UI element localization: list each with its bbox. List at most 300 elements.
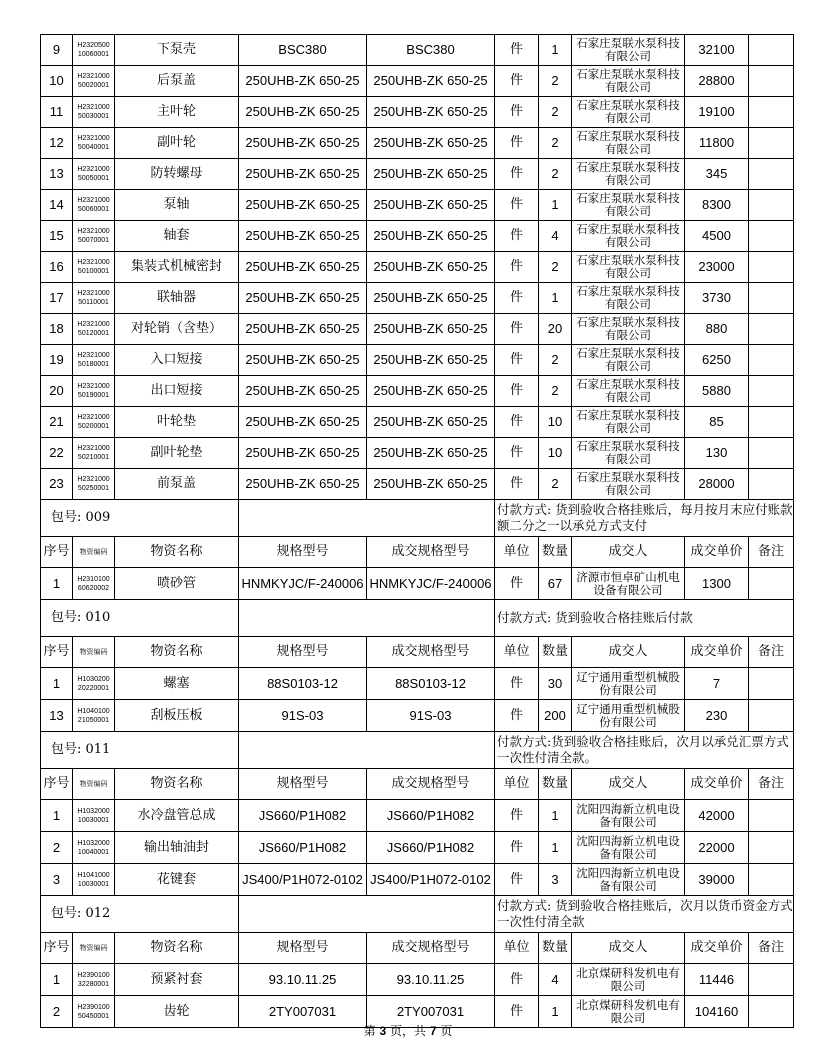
table-row	[41, 864, 794, 896]
row-seq: 21	[41, 407, 73, 438]
row-material-name: 喷砂管	[115, 568, 239, 600]
header-spec: 规格型号	[239, 769, 367, 800]
row-material-code: H2390100 32280001	[73, 964, 115, 996]
row-price: 5880	[685, 376, 749, 407]
row-material-name: 联轴器	[115, 283, 239, 314]
row-supplier: 辽宁通用重型机械股份有限公司	[572, 668, 685, 700]
row-deal-spec: 250UHB-ZK 650-25	[367, 314, 495, 345]
row-unit: 件	[495, 376, 539, 407]
package-blank	[239, 732, 495, 769]
row-supplier: 北京煤研科发机电有限公司	[572, 964, 685, 996]
row-price: 104160	[685, 996, 749, 1028]
procurement-result-sheet	[40, 34, 793, 1028]
payment-terms: 付款方式: 货到验收合格挂账后付款	[495, 600, 794, 637]
row-material-code: H1032000 10030001	[73, 800, 115, 832]
payment-terms: 付款方式: 货到验收合格挂账后，每月按月末应付账款额二分之一以承兑方式支付	[495, 500, 794, 537]
row-unit: 件	[495, 864, 539, 896]
row-spec: 88S0103-12	[239, 668, 367, 700]
row-unit: 件	[495, 345, 539, 376]
row-price: 85	[685, 407, 749, 438]
row-seq: 13	[41, 159, 73, 190]
header-spec: 规格型号	[239, 637, 367, 668]
header-spec: 规格型号	[239, 537, 367, 568]
header-qty: 数量	[539, 637, 572, 668]
row-remark	[749, 66, 794, 97]
header-unit: 单位	[495, 769, 539, 800]
table-row	[41, 438, 794, 469]
footer-prefix: 第	[363, 1024, 380, 1038]
header-price: 成交单价	[685, 933, 749, 964]
header-seq: 序号	[41, 637, 73, 668]
row-material-code: H2321000 50020001	[73, 66, 115, 97]
row-material-name: 对轮销（含垫）	[115, 314, 239, 345]
row-price: 11446	[685, 964, 749, 996]
table-row	[41, 283, 794, 314]
row-seq: 3	[41, 864, 73, 896]
row-material-name: 下泵壳	[115, 35, 239, 66]
row-qty: 1	[539, 190, 572, 221]
row-spec: 250UHB-ZK 650-25	[239, 221, 367, 252]
row-material-name: 主叶轮	[115, 97, 239, 128]
row-deal-spec: 250UHB-ZK 650-25	[367, 221, 495, 252]
header-row	[41, 537, 794, 568]
row-material-code: H2321000 50070001	[73, 221, 115, 252]
row-material-code: H2321000 50120001	[73, 314, 115, 345]
row-remark	[749, 964, 794, 996]
row-deal-spec: 250UHB-ZK 650-25	[367, 252, 495, 283]
header-remark: 备注	[749, 933, 794, 964]
row-deal-spec: 250UHB-ZK 650-25	[367, 97, 495, 128]
table-row	[41, 35, 794, 66]
row-material-code: H1032000 10040001	[73, 832, 115, 864]
row-unit: 件	[495, 700, 539, 732]
row-supplier: 石家庄泵联水泵科技有限公司	[572, 345, 685, 376]
header-code: 物资编码	[73, 933, 115, 964]
row-deal-spec: 250UHB-ZK 650-25	[367, 438, 495, 469]
header-supplier: 成交人	[572, 933, 685, 964]
package-label: 包号: 009	[41, 500, 239, 537]
row-remark	[749, 190, 794, 221]
header-remark: 备注	[749, 769, 794, 800]
row-material-code: H1030200 20220001	[73, 668, 115, 700]
row-price: 28000	[685, 469, 749, 500]
row-qty: 2	[539, 66, 572, 97]
row-remark	[749, 159, 794, 190]
row-remark	[749, 345, 794, 376]
row-deal-spec: 250UHB-ZK 650-25	[367, 159, 495, 190]
row-material-name: 后泵盖	[115, 66, 239, 97]
row-qty: 1	[539, 283, 572, 314]
table-row	[41, 97, 794, 128]
header-qty: 数量	[539, 933, 572, 964]
row-supplier: 石家庄泵联水泵科技有限公司	[572, 128, 685, 159]
row-material-code: H2321000 50250001	[73, 469, 115, 500]
row-supplier: 沈阳四海新立机电设备有限公司	[572, 832, 685, 864]
row-qty: 3	[539, 864, 572, 896]
row-spec: 250UHB-ZK 650-25	[239, 314, 367, 345]
row-qty: 20	[539, 314, 572, 345]
row-material-code: H2310100 60620002	[73, 568, 115, 600]
row-deal-spec: 91S-03	[367, 700, 495, 732]
row-spec: 250UHB-ZK 650-25	[239, 376, 367, 407]
row-spec: 250UHB-ZK 650-25	[239, 128, 367, 159]
row-qty: 4	[539, 964, 572, 996]
row-material-code: H2321000 50030001	[73, 97, 115, 128]
row-spec: 250UHB-ZK 650-25	[239, 407, 367, 438]
package-row	[41, 500, 794, 537]
row-seq: 20	[41, 376, 73, 407]
header-deal-spec: 成交规格型号	[367, 933, 495, 964]
row-unit: 件	[495, 128, 539, 159]
row-qty: 200	[539, 700, 572, 732]
header-remark: 备注	[749, 637, 794, 668]
row-price: 11800	[685, 128, 749, 159]
row-price: 6250	[685, 345, 749, 376]
header-supplier: 成交人	[572, 537, 685, 568]
row-spec: 250UHB-ZK 650-25	[239, 345, 367, 376]
row-spec: 250UHB-ZK 650-25	[239, 438, 367, 469]
row-unit: 件	[495, 252, 539, 283]
table-row	[41, 190, 794, 221]
row-spec: 250UHB-ZK 650-25	[239, 190, 367, 221]
row-remark	[749, 700, 794, 732]
footer-suffix: 页	[436, 1024, 453, 1038]
row-material-code: H2320500 10060001	[73, 35, 115, 66]
row-material-code: H2390100 50450001	[73, 996, 115, 1028]
row-seq: 1	[41, 568, 73, 600]
row-material-name: 齿轮	[115, 996, 239, 1028]
row-remark	[749, 800, 794, 832]
row-remark	[749, 469, 794, 500]
table-row	[41, 376, 794, 407]
row-supplier: 石家庄泵联水泵科技有限公司	[572, 283, 685, 314]
header-seq: 序号	[41, 769, 73, 800]
row-qty: 1	[539, 832, 572, 864]
row-spec: 250UHB-ZK 650-25	[239, 97, 367, 128]
row-material-name: 输出轴油封	[115, 832, 239, 864]
row-remark	[749, 376, 794, 407]
row-remark	[749, 128, 794, 159]
row-seq: 11	[41, 97, 73, 128]
row-deal-spec: BSC380	[367, 35, 495, 66]
header-seq: 序号	[41, 933, 73, 964]
table-row	[41, 252, 794, 283]
row-deal-spec: 250UHB-ZK 650-25	[367, 345, 495, 376]
row-seq: 23	[41, 469, 73, 500]
row-unit: 件	[495, 407, 539, 438]
header-unit: 单位	[495, 637, 539, 668]
row-unit: 件	[495, 221, 539, 252]
row-price: 23000	[685, 252, 749, 283]
row-supplier: 辽宁通用重型机械股份有限公司	[572, 700, 685, 732]
payment-terms: 付款方式: 货到验收合格挂账后，次月以货币资金方式一次性付清全款	[495, 896, 794, 933]
row-qty: 10	[539, 407, 572, 438]
row-material-name: 水冷盘管总成	[115, 800, 239, 832]
header-unit: 单位	[495, 537, 539, 568]
row-spec: 250UHB-ZK 650-25	[239, 283, 367, 314]
row-material-name: 入口短接	[115, 345, 239, 376]
package-blank	[239, 896, 495, 933]
header-qty: 数量	[539, 537, 572, 568]
row-seq: 9	[41, 35, 73, 66]
row-deal-spec: JS660/P1H082	[367, 800, 495, 832]
row-qty: 2	[539, 376, 572, 407]
row-supplier: 石家庄泵联水泵科技有限公司	[572, 407, 685, 438]
row-remark	[749, 438, 794, 469]
footer-total-pages: 7	[429, 1024, 437, 1038]
header-remark: 备注	[749, 537, 794, 568]
row-seq: 15	[41, 221, 73, 252]
header-qty: 数量	[539, 769, 572, 800]
items-table	[40, 34, 794, 1028]
row-remark	[749, 314, 794, 345]
row-material-code: H2321000 50200001	[73, 407, 115, 438]
row-qty: 1	[539, 35, 572, 66]
table-row	[41, 668, 794, 700]
row-deal-spec: 250UHB-ZK 650-25	[367, 66, 495, 97]
package-blank	[239, 500, 495, 537]
row-material-code: H2321000 50110001	[73, 283, 115, 314]
row-unit: 件	[495, 159, 539, 190]
row-price: 42000	[685, 800, 749, 832]
row-supplier: 石家庄泵联水泵科技有限公司	[572, 252, 685, 283]
row-spec: BSC380	[239, 35, 367, 66]
row-material-name: 副叶轮	[115, 128, 239, 159]
header-code: 物资编码	[73, 769, 115, 800]
row-qty: 30	[539, 668, 572, 700]
row-material-name: 前泵盖	[115, 469, 239, 500]
row-remark	[749, 568, 794, 600]
row-spec: JS660/P1H082	[239, 832, 367, 864]
row-seq: 19	[41, 345, 73, 376]
table-row	[41, 964, 794, 996]
row-deal-spec: 2TY007031	[367, 996, 495, 1028]
header-price: 成交单价	[685, 537, 749, 568]
row-remark	[749, 864, 794, 896]
row-unit: 件	[495, 996, 539, 1028]
table-row	[41, 568, 794, 600]
row-unit: 件	[495, 832, 539, 864]
table-row	[41, 314, 794, 345]
row-supplier: 济源市恒卓矿山机电设备有限公司	[572, 568, 685, 600]
row-supplier: 石家庄泵联水泵科技有限公司	[572, 376, 685, 407]
table-row	[41, 221, 794, 252]
row-qty: 10	[539, 438, 572, 469]
row-deal-spec: 250UHB-ZK 650-25	[367, 469, 495, 500]
header-deal-spec: 成交规格型号	[367, 537, 495, 568]
header-row	[41, 933, 794, 964]
row-price: 19100	[685, 97, 749, 128]
row-material-name: 预紧衬套	[115, 964, 239, 996]
package-label: 包号: 011	[41, 732, 239, 769]
row-qty: 1	[539, 996, 572, 1028]
row-price: 4500	[685, 221, 749, 252]
row-seq: 1	[41, 668, 73, 700]
row-deal-spec: JS400/P1H072-0102	[367, 864, 495, 896]
row-price: 880	[685, 314, 749, 345]
row-remark	[749, 668, 794, 700]
package-blank	[239, 600, 495, 637]
row-material-code: H2321000 50210001	[73, 438, 115, 469]
page-footer	[0, 1022, 816, 1039]
row-spec: 93.10.11.25	[239, 964, 367, 996]
row-deal-spec: 93.10.11.25	[367, 964, 495, 996]
header-seq: 序号	[41, 537, 73, 568]
row-qty: 2	[539, 128, 572, 159]
row-material-code: H2321000 50060001	[73, 190, 115, 221]
row-supplier: 沈阳四海新立机电设备有限公司	[572, 800, 685, 832]
header-supplier: 成交人	[572, 769, 685, 800]
header-row	[41, 769, 794, 800]
row-price: 130	[685, 438, 749, 469]
row-unit: 件	[495, 283, 539, 314]
row-spec: 250UHB-ZK 650-25	[239, 469, 367, 500]
row-material-code: H2321000 50100001	[73, 252, 115, 283]
row-supplier: 石家庄泵联水泵科技有限公司	[572, 438, 685, 469]
row-material-code: H1041000 10030001	[73, 864, 115, 896]
row-spec: 250UHB-ZK 650-25	[239, 66, 367, 97]
footer-mid: 页，共	[386, 1024, 430, 1038]
row-seq: 12	[41, 128, 73, 159]
header-code: 物资编码	[73, 637, 115, 668]
row-material-name: 副叶轮垫	[115, 438, 239, 469]
row-deal-spec: 88S0103-12	[367, 668, 495, 700]
row-supplier: 石家庄泵联水泵科技有限公司	[572, 314, 685, 345]
header-name: 物资名称	[115, 933, 239, 964]
package-label: 包号: 012	[41, 896, 239, 933]
row-material-name: 叶轮垫	[115, 407, 239, 438]
row-spec: JS400/P1H072-0102	[239, 864, 367, 896]
row-remark	[749, 252, 794, 283]
row-spec: 250UHB-ZK 650-25	[239, 159, 367, 190]
row-supplier: 石家庄泵联水泵科技有限公司	[572, 469, 685, 500]
row-price: 39000	[685, 864, 749, 896]
row-seq: 1	[41, 800, 73, 832]
header-name: 物资名称	[115, 537, 239, 568]
package-row	[41, 732, 794, 769]
row-qty: 2	[539, 345, 572, 376]
row-deal-spec: 250UHB-ZK 650-25	[367, 376, 495, 407]
table-row	[41, 66, 794, 97]
row-material-name: 轴套	[115, 221, 239, 252]
package-label: 包号: 010	[41, 600, 239, 637]
row-remark	[749, 221, 794, 252]
row-deal-spec: HNMKYJC/F-240006	[367, 568, 495, 600]
row-unit: 件	[495, 35, 539, 66]
header-deal-spec: 成交规格型号	[367, 637, 495, 668]
table-row	[41, 128, 794, 159]
row-seq: 18	[41, 314, 73, 345]
row-price: 3730	[685, 283, 749, 314]
row-material-code: H2321000 50050001	[73, 159, 115, 190]
header-spec: 规格型号	[239, 933, 367, 964]
row-supplier: 北京煤研科发机电有限公司	[572, 996, 685, 1028]
row-deal-spec: JS660/P1H082	[367, 832, 495, 864]
header-supplier: 成交人	[572, 637, 685, 668]
header-price: 成交单价	[685, 769, 749, 800]
table-row	[41, 469, 794, 500]
row-price: 32100	[685, 35, 749, 66]
row-material-name: 螺塞	[115, 668, 239, 700]
row-price: 28800	[685, 66, 749, 97]
row-price: 22000	[685, 832, 749, 864]
row-price: 8300	[685, 190, 749, 221]
row-seq: 10	[41, 66, 73, 97]
row-remark	[749, 832, 794, 864]
row-supplier: 石家庄泵联水泵科技有限公司	[572, 35, 685, 66]
row-spec: 91S-03	[239, 700, 367, 732]
header-unit: 单位	[495, 933, 539, 964]
row-material-name: 出口短接	[115, 376, 239, 407]
header-deal-spec: 成交规格型号	[367, 769, 495, 800]
row-unit: 件	[495, 97, 539, 128]
row-deal-spec: 250UHB-ZK 650-25	[367, 283, 495, 314]
row-unit: 件	[495, 568, 539, 600]
row-qty: 2	[539, 469, 572, 500]
table-row	[41, 800, 794, 832]
row-deal-spec: 250UHB-ZK 650-25	[367, 407, 495, 438]
header-price: 成交单价	[685, 637, 749, 668]
row-unit: 件	[495, 469, 539, 500]
row-spec: 2TY007031	[239, 996, 367, 1028]
row-material-name: 刮板压板	[115, 700, 239, 732]
row-seq: 13	[41, 700, 73, 732]
row-spec: 250UHB-ZK 650-25	[239, 252, 367, 283]
row-unit: 件	[495, 964, 539, 996]
row-seq: 14	[41, 190, 73, 221]
row-material-name: 防转螺母	[115, 159, 239, 190]
row-seq: 1	[41, 964, 73, 996]
header-name: 物资名称	[115, 769, 239, 800]
table-row	[41, 345, 794, 376]
row-seq: 16	[41, 252, 73, 283]
header-name: 物资名称	[115, 637, 239, 668]
row-remark	[749, 97, 794, 128]
row-material-name: 泵轴	[115, 190, 239, 221]
row-remark	[749, 407, 794, 438]
row-material-name: 集装式机械密封	[115, 252, 239, 283]
row-price: 345	[685, 159, 749, 190]
row-unit: 件	[495, 668, 539, 700]
row-price: 230	[685, 700, 749, 732]
row-deal-spec: 250UHB-ZK 650-25	[367, 190, 495, 221]
package-row	[41, 600, 794, 637]
payment-terms: 付款方式:货到验收合格挂账后，次月以承兑汇票方式一次性付清全款。	[495, 732, 794, 769]
row-qty: 67	[539, 568, 572, 600]
header-row	[41, 637, 794, 668]
row-qty: 1	[539, 800, 572, 832]
row-price: 1300	[685, 568, 749, 600]
row-supplier: 石家庄泵联水泵科技有限公司	[572, 190, 685, 221]
row-supplier: 石家庄泵联水泵科技有限公司	[572, 97, 685, 128]
table-row	[41, 832, 794, 864]
row-qty: 2	[539, 159, 572, 190]
row-spec: HNMKYJC/F-240006	[239, 568, 367, 600]
row-material-code: H2321000 50190001	[73, 376, 115, 407]
table-row	[41, 407, 794, 438]
row-unit: 件	[495, 800, 539, 832]
row-material-name: 花键套	[115, 864, 239, 896]
row-seq: 22	[41, 438, 73, 469]
row-qty: 2	[539, 252, 572, 283]
row-unit: 件	[495, 66, 539, 97]
row-qty: 4	[539, 221, 572, 252]
row-deal-spec: 250UHB-ZK 650-25	[367, 128, 495, 159]
row-seq: 2	[41, 832, 73, 864]
row-unit: 件	[495, 190, 539, 221]
row-material-code: H1040100 21050001	[73, 700, 115, 732]
table-row	[41, 159, 794, 190]
